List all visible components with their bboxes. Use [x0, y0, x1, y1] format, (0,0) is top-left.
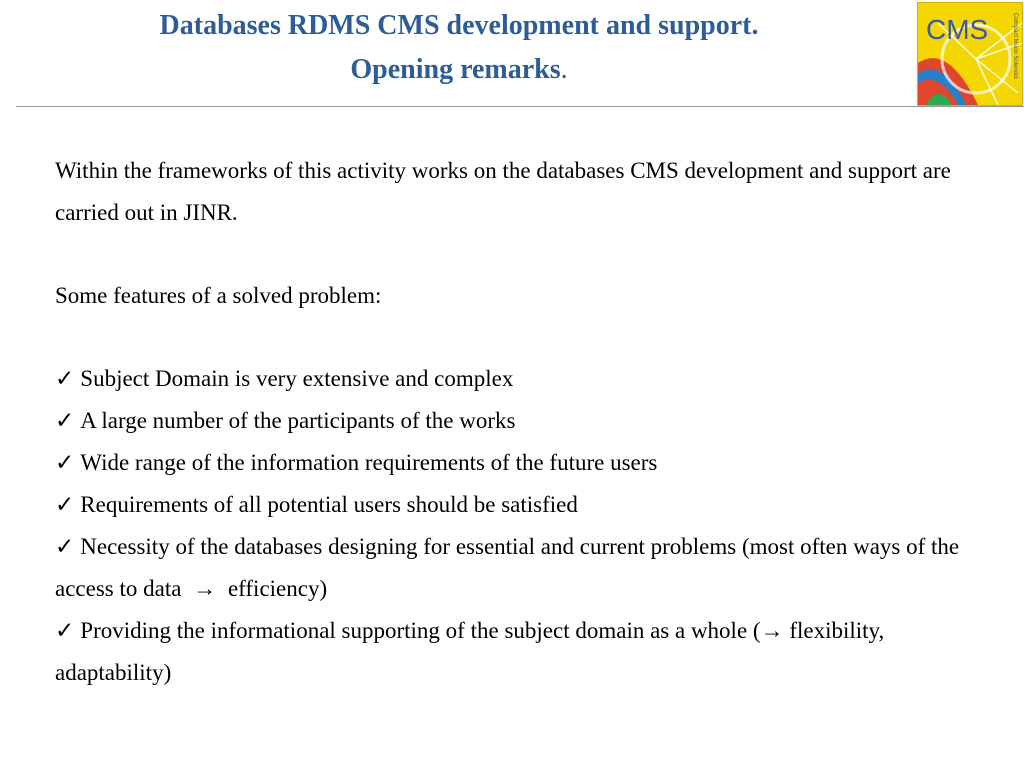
slide-body [55, 150, 1000, 694]
title-line-2-text: Opening remarks [350, 54, 561, 85]
list-item-text: flexibility, adaptability) [55, 618, 885, 685]
title-line-2 [0, 48, 918, 92]
title-period: . [560, 54, 568, 85]
list-item-text: Subject Domain is very extensive and complex [80, 366, 514, 391]
check-icon: ✓ [55, 618, 75, 643]
list-item-text: efficiency) [227, 576, 328, 601]
list-item-text: A large number of the participants of the works [80, 408, 516, 433]
intro-paragraph: Within the frameworks of this activity works on the databases CMS development and support are carried out in JINR. [55, 158, 951, 225]
check-icon: ✓ [55, 408, 75, 433]
title-line-1: Databases RDMS CMS development and support. [159, 10, 759, 41]
slide-title [0, 4, 918, 92]
logo-subtext: Compact Muon Solenoid [1012, 13, 1018, 79]
logo-cms-text: CMS [926, 14, 989, 45]
features-list [55, 358, 1000, 694]
spacer [55, 317, 1000, 358]
list-item [55, 358, 1000, 400]
list-item [55, 484, 1000, 526]
cms-logo [917, 2, 1023, 106]
list-item [55, 442, 1000, 484]
check-icon: ✓ [55, 534, 75, 559]
list-item [55, 526, 1000, 610]
list-item [55, 610, 1000, 694]
check-icon: ✓ [55, 492, 75, 517]
title-divider [16, 106, 1024, 107]
list-item-text: Necessity of the databases designing for essential and current problems (most often ways of the access to data [55, 534, 960, 601]
spacer [55, 234, 1000, 275]
arrow-right-icon: → [760, 618, 784, 643]
cms-logo-graphic [918, 3, 1022, 105]
list-item-text: Providing the informational supporting of the subject domain as a whole ( [80, 618, 761, 643]
features-heading: Some features of a solved problem: [55, 283, 382, 308]
list-item-text: Requirements of all potential users should be satisfied [80, 492, 578, 517]
list-item [55, 400, 1000, 442]
check-icon: ✓ [55, 366, 75, 391]
list-item-text: Wide range of the information requirements of the future users [80, 450, 658, 475]
arrow-right-icon: → [193, 576, 217, 601]
check-icon: ✓ [55, 450, 75, 475]
